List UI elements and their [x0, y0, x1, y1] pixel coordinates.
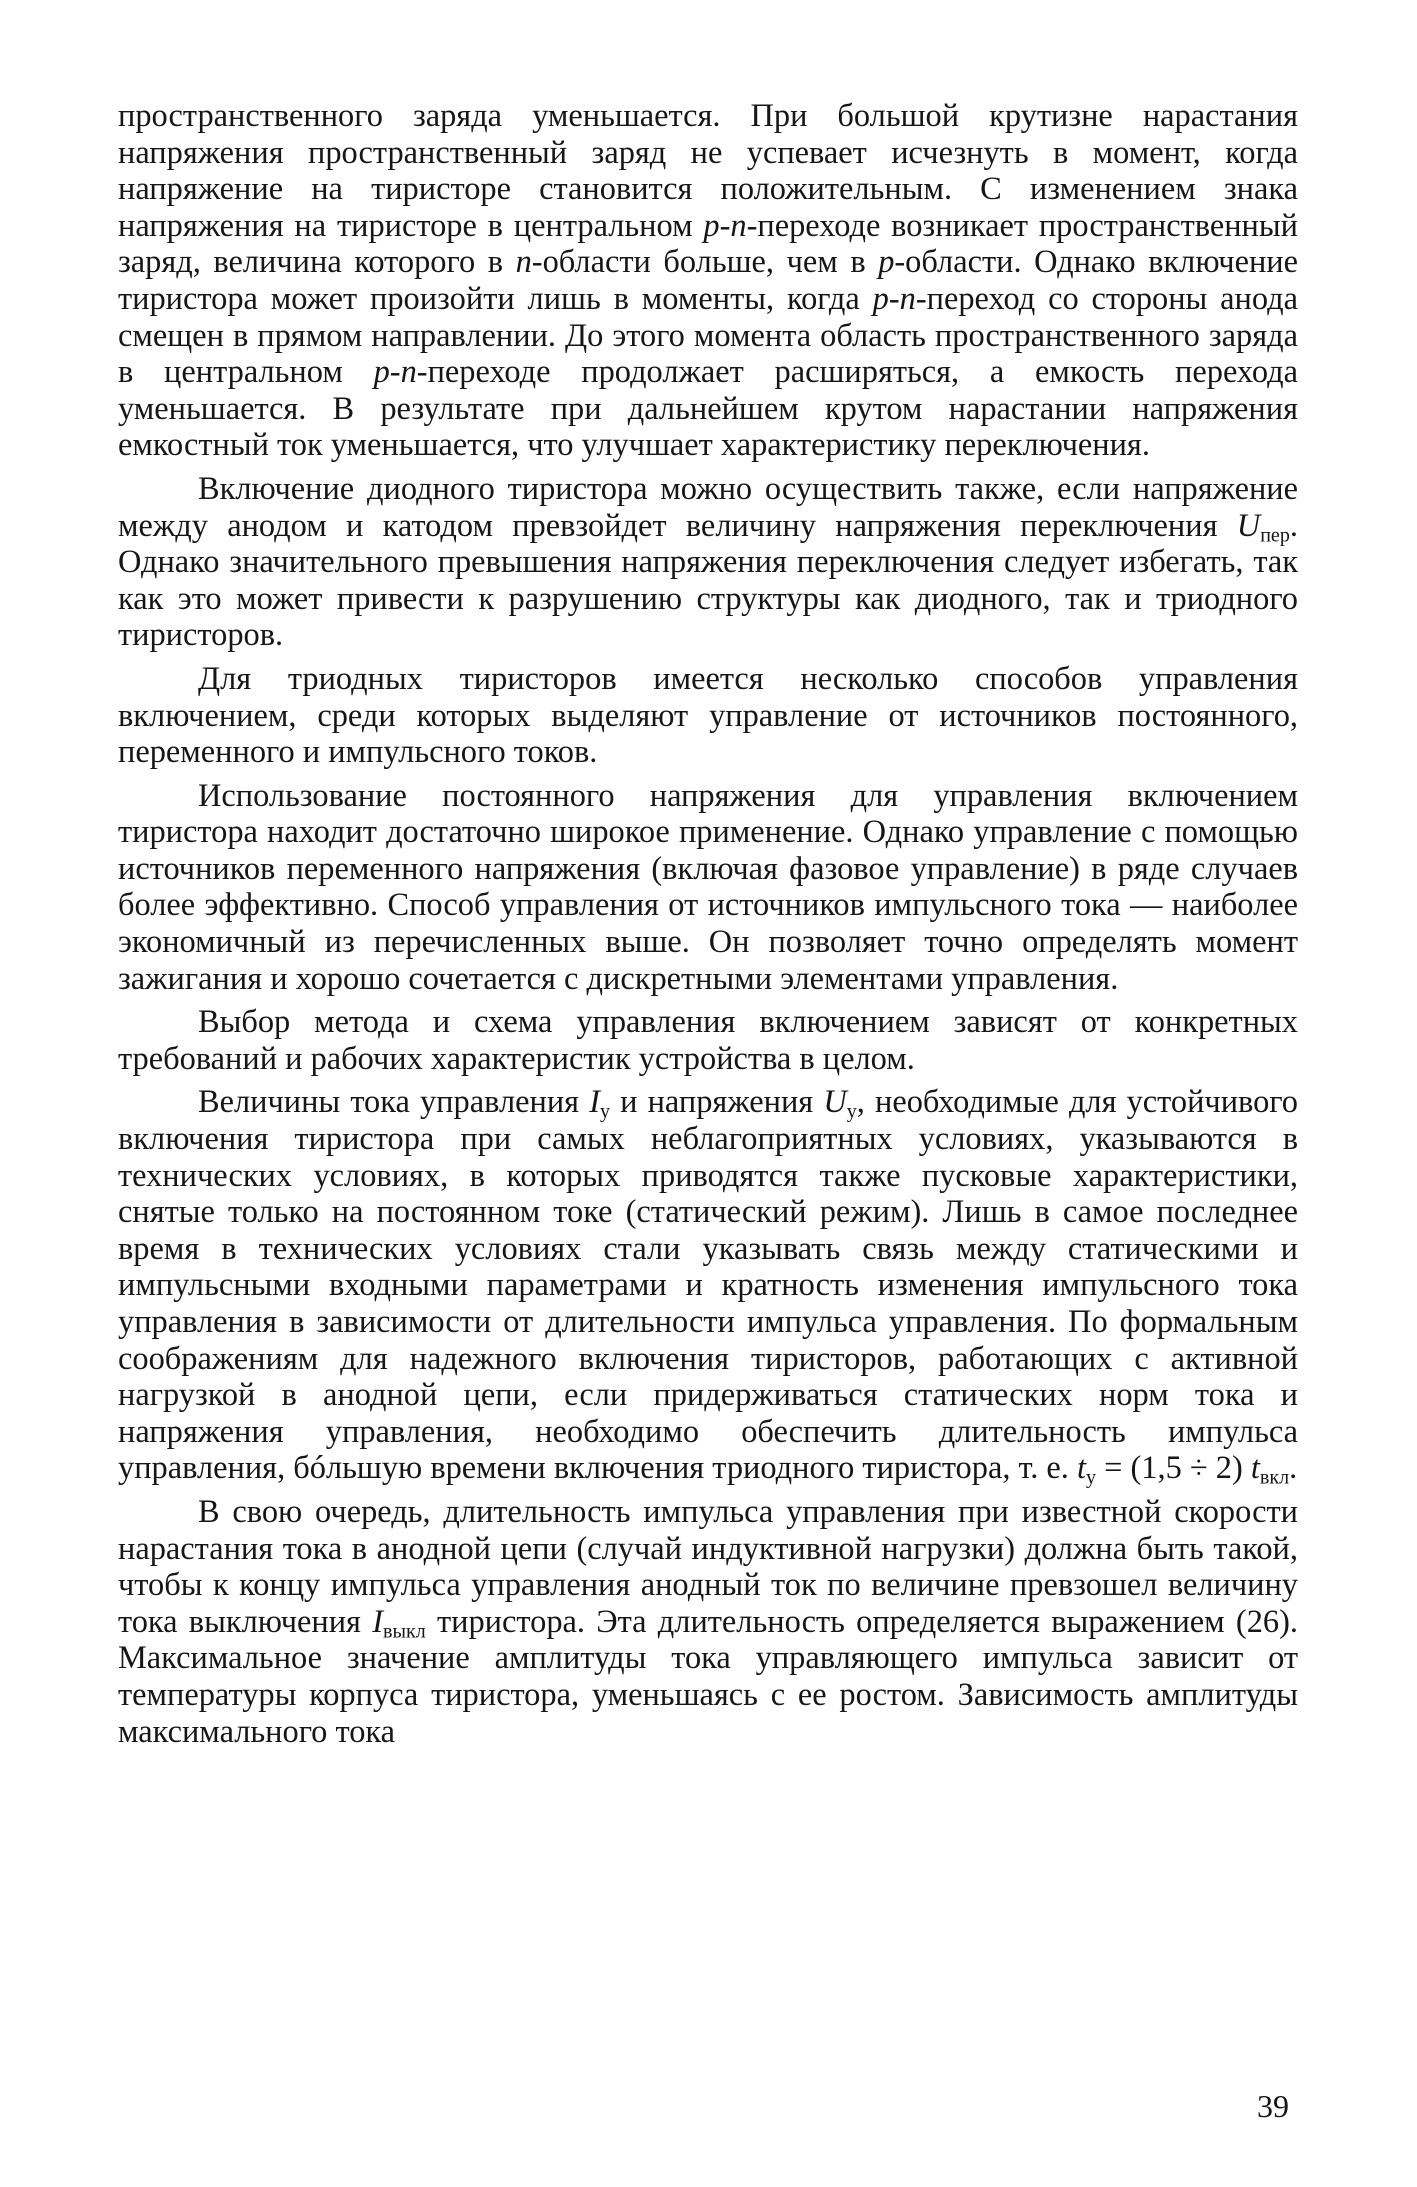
- page-body: [118, 98, 1298, 1750]
- paragraph-6: Величины тока управления $I_у$ и напряжения $U_у$, необходимые для устойчивого включения тиристора при самых неблагоприятных условиях, указываются в технических условиях, в которых приводятся также пусковые характеристики, снятые только на постоянном токе (статический режим). Лишь в самое последнее время в технических условиях стали указывать связь между статическими и импульсными входными параметрами и кратность изменения импульсного тока управления в зависимости от длительности импульса управления. По формальным соображениям для надежного включения тиристоров, работающих с активной нагрузкой в анодной цепи, если придерживаться статических норм тока и напряжения управления, необходимо обеспечить длительность импульса управления, бóльшую времени включения триодного тиристора, т. е. $t_у = (1,5 \div 2)$ $t_{вкл}$.: [118, 1084, 1298, 1489]
- paragraph-7: В свою очередь, длительность импульса управления при известной скорости нарастания тока в анодной цепи (случай индуктивной нагрузки) должна быть такой, чтобы к концу импульса управления анодный ток по величине превзошел величину тока выключения $I_{выкл}$ тиристора. Эта длительность определяется выражением (26). Максимальное значение амплитуды тока управляющего импульса зависит от температуры корпуса тиристора, уменьшаясь с ее ростом. Зависимость амплитуды максимального тока: [118, 1493, 1298, 1750]
- paragraph-5: Выбор метода и схема управления включением зависят от конкретных требований и рабочих характеристик устройства в целом.: [118, 1004, 1298, 1077]
- paragraph-1: пространственного заряда уменьшается. При большой крутизне нарастания напряжения пространственный заряд не успевает исчезнуть в момент, когда напряжение на тиристоре становится положительным. С изменением знака напряжения на тиристоре в центральном p-n-переходе возникает пространственный заряд, величина которого в n-области больше, чем в p-области. Однако включение тиристора может произойти лишь в моменты, когда p-n-переход со стороны анода смещен в прямом направлении. До этого момента область пространственного заряда в центральном p-n-переходе продолжает расширяться, а емкость перехода уменьшается. В результате при дальнейшем крутом нарастании напряжения емкостный ток уменьшается, что улучшает характеристику переключения.: [118, 98, 1299, 464]
- paragraph-3: Для триодных тиристоров имеется несколько способов управления включением, среди которых выделяют управление от источников постоянного, переменного и импульсного токов.: [118, 660, 1298, 771]
- paragraph-2: Включение диодного тиристора можно осуществить также, если напряжение между анодом и катодом превзойдет величину напряжения переключения $U_{пер}$. Однако значительного превышения напряжения переключения следует избегать, так как это может привести к разрушению структуры как диодного, так и триодного тиристоров.: [118, 470, 1298, 654]
- paragraph-4: Использование постоянного напряжения для управления включением тиристора находит достаточно широкое применение. Однако управление с помощью источников переменного напряжения (включая фазовое управление) в ряде случаев более эффективно. Способ управления от источников импульсного тока — наиболее экономичный из перечисленных выше. Он позволяет точно определять момент зажигания и хорошо сочетается с дискретными элементами управления.: [118, 777, 1298, 997]
- page-number: 39: [1257, 2088, 1289, 2124]
